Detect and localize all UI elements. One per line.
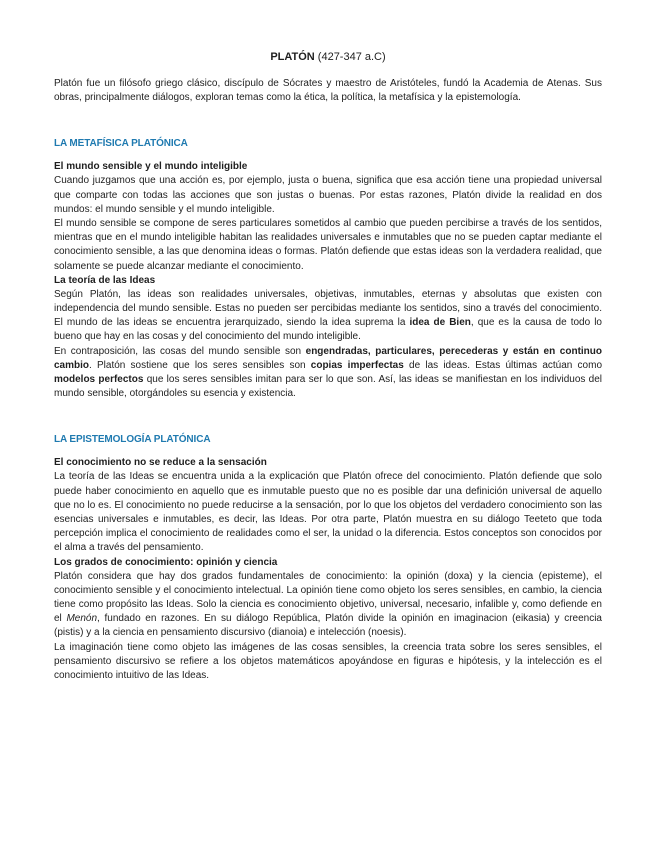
paragraph-sensible-1: Cuando juzgamos que una acción es, por ejemplo, justa o buena, significa que esa acción tiene una propiedad universal que comparte con todas las acciones que son justas o buenas. Por estas razones, Platón divide la realidad en dos mundos: el mundo sensible y el mundo inteligible. <box>54 175 602 215</box>
italic-menon: Menón <box>66 613 98 625</box>
text-run: . Platón sostiene que los seres sensibles son <box>89 359 311 371</box>
paragraph-ideas-2 <box>54 345 602 402</box>
text-run: En contraposición, las cosas del mundo sensible son <box>54 345 306 357</box>
text-run: , que es la causa de todo lo bueno que hay en las cosas y del conocimiento del mundo inteligible. <box>54 317 602 343</box>
subheading-theory-of-ideas: La teoría de las Ideas <box>54 274 156 286</box>
title-dates: (427-347 a.C) <box>314 51 386 63</box>
text-run: que los seres sensibles imitan para ser lo que son. Así, las ideas se manifiestan en los individuos del mundo sensible, otorgándoles su esencia y existencia. <box>54 374 602 400</box>
bold-engendradas: engendradas, particulares, perecederas y están en continuo cambio <box>54 345 603 371</box>
section-metaphysics <box>54 137 602 401</box>
bold-idea-de-bien: idea de Bien <box>409 317 471 329</box>
paragraph-degrees-2: La imaginación tiene como objeto las imágenes de las cosas sensibles, la creencia trata sobre los seres sensibles, el pensamiento discursivo se refiere a los objetos matemáticos apoyándose en figuras e hipótesis, y la intelección es el conocimiento intuitivo de las Ideas. <box>54 641 602 682</box>
text-run: de las ideas. Estas últimas actúan como <box>403 359 603 371</box>
subheading-knowledge-sensation: El conocimiento no se reduce a la sensación <box>54 457 267 469</box>
bold-copias-imperfectas: copias imperfectas <box>310 359 404 371</box>
section-epistemology <box>54 433 602 683</box>
subheading-sensible-intelligible: El mundo sensible y el mundo inteligible <box>54 161 248 173</box>
intro-paragraph: Platón fue un filósofo griego clásico, discípulo de Sócrates y maestro de Aristóteles, fundó la Academia de Atenas. Sus obras, principalmente diálogos, exploran temas como la ética, la política, la metafísica y la epistemología. <box>54 78 602 104</box>
title-name: PLATÓN <box>270 51 315 63</box>
bold-modelos-perfectos: modelos perfectos <box>54 374 144 386</box>
section-heading-metaphysics: LA METAFÍSICA PLATÓNICA <box>54 138 188 150</box>
text-run: Platón considera que hay dos grados fundamentales de conocimiento: la opinión (doxa) y la ciencia (episteme), el conocimiento sensible y el conocimiento intelectual. La opinión tiene como objeto los seres sensibles, en cambio, la ciencia tiene como propósito las Ideas. Solo la ciencia es conocimiento objetivo, universal, necesario, infalible y, como defiende en el <box>54 570 602 625</box>
paragraph-sensible-2: El mundo sensible se compone de seres particulares sometidos al cambio que pueden percibirse a través de los sentidos, mientras que en el mundo inteligible habitan las realidades universales e inmutables que no se pueden captar mediante el conocimiento sensible, a las que denomina ideas o formas. Platón defiende que estas ideas son la verdadera realidad, que solamente se puede alcanzar mediante el conocimiento. <box>54 218 602 272</box>
page-title <box>54 50 602 64</box>
subheading-degrees-of-knowledge: Los grados de conocimiento: opinión y ciencia <box>54 556 278 568</box>
paragraph-degrees-1 <box>54 570 602 641</box>
paragraph-knowledge-1: La teoría de las Ideas se encuentra unida a la explicación que Platón ofrece del conocimiento. Platón defiende que solo puede haber conocimiento en aquello que es inmutable puesto que no es posible dar una definición universal de aquello que no lo es. El conocimiento no puede reducirse a la sensación, por lo que los objetos del verdadero conocimiento son las esencias universales e inmutables, es decir, las Ideas. Por otra parte, Platón muestra en su diálogo Teeteto que toda percepción implica el conocimiento de realidades como el ser, la unidad o la diferencia. Estos conceptos son conocidos por el alma a través del pensamiento. <box>54 471 602 554</box>
paragraph-ideas-1 <box>54 288 602 345</box>
text-run: Según Platón, las ideas son realidades universales, objetivas, inmutables, eternas y absolutas que existen con independencia del mundo sensible. Estas no pueden ser percibidas mediante los sentidos, sino a través del conocimiento. El mundo de las ideas se encuentra jerarquizado, siendo la idea suprema la <box>54 288 602 329</box>
text-run: , fundado en razones. En su diálogo República, Platón divide la opinión en imaginacion (eikasia) y creencia (pistis) y a la ciencia en pensamiento discursivo (dianoia) e intelección (noesis). <box>54 613 602 639</box>
section-heading-epistemology: LA EPISTEMOLOGÍA PLATÓNICA <box>54 434 211 446</box>
